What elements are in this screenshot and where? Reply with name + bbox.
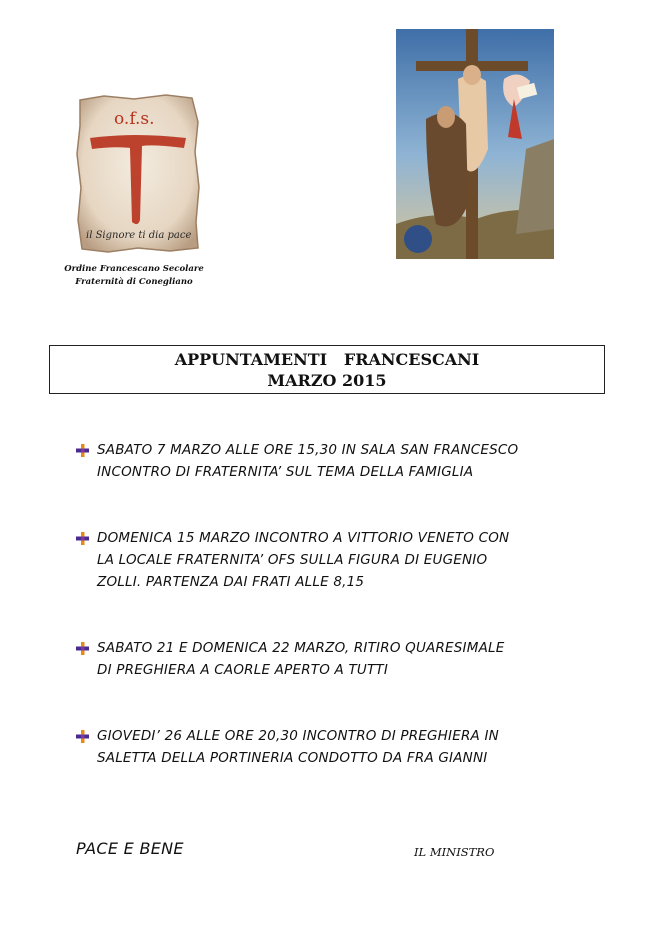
- title-box: [49, 345, 605, 394]
- appointment-text: SABATO 21 E DOMENICA 22 MARZO, RITIRO QUARESIMALE DI PREGHIERA A CAORLE APERTO A TUTTI: [97, 640, 505, 678]
- title-month: MARZO 2015: [267, 371, 387, 390]
- bullet-icon: [76, 642, 90, 655]
- appointment-item: [76, 725, 616, 769]
- holy-image: [396, 29, 554, 259]
- org-name: Ordine Francescano Secolare: [64, 264, 204, 274]
- fraternity-name: Fraternità di Conegliano: [75, 277, 193, 287]
- bullet-icon: [76, 730, 90, 743]
- appointment-item: [76, 637, 616, 681]
- org-caption: [44, 263, 224, 289]
- title-main: APPUNTAMENTI FRANCESCANI: [174, 350, 480, 369]
- appointment-text: DOMENICA 15 MARZO INCONTRO A VITTORIO VENETO CON LA LOCALE FRATERNITA’ OFS SULLA FIGURA DI EUGENIO ZOLLI. PARTENZA DAI FRATI ALLE 8,15: [97, 530, 510, 590]
- ofs-logo: [74, 92, 202, 254]
- bullet-icon: [76, 444, 90, 457]
- logo-ofs-text: o.f.s.: [114, 109, 155, 129]
- greeting: PACE E BENE: [76, 839, 184, 858]
- appointment-item: [76, 527, 616, 593]
- signature: IL MINISTRO: [414, 845, 495, 859]
- appointment-item: [76, 439, 616, 483]
- appointment-text: SABATO 7 MARZO ALLE ORE 15,30 IN SALA SAN FRANCESCO INCONTRO DI FRATERNITA’ SUL TEMA DELLA FAMIGLIA: [97, 442, 519, 480]
- logo-motto: il Signore ti dia pace: [86, 230, 192, 241]
- appointment-text: GIOVEDI’ 26 ALLE ORE 20,30 INCONTRO DI PREGHIERA IN SALETTA DELLA PORTINERIA CONDOTTO DA FRA GIANNI: [97, 728, 499, 766]
- bullet-icon: [76, 532, 90, 545]
